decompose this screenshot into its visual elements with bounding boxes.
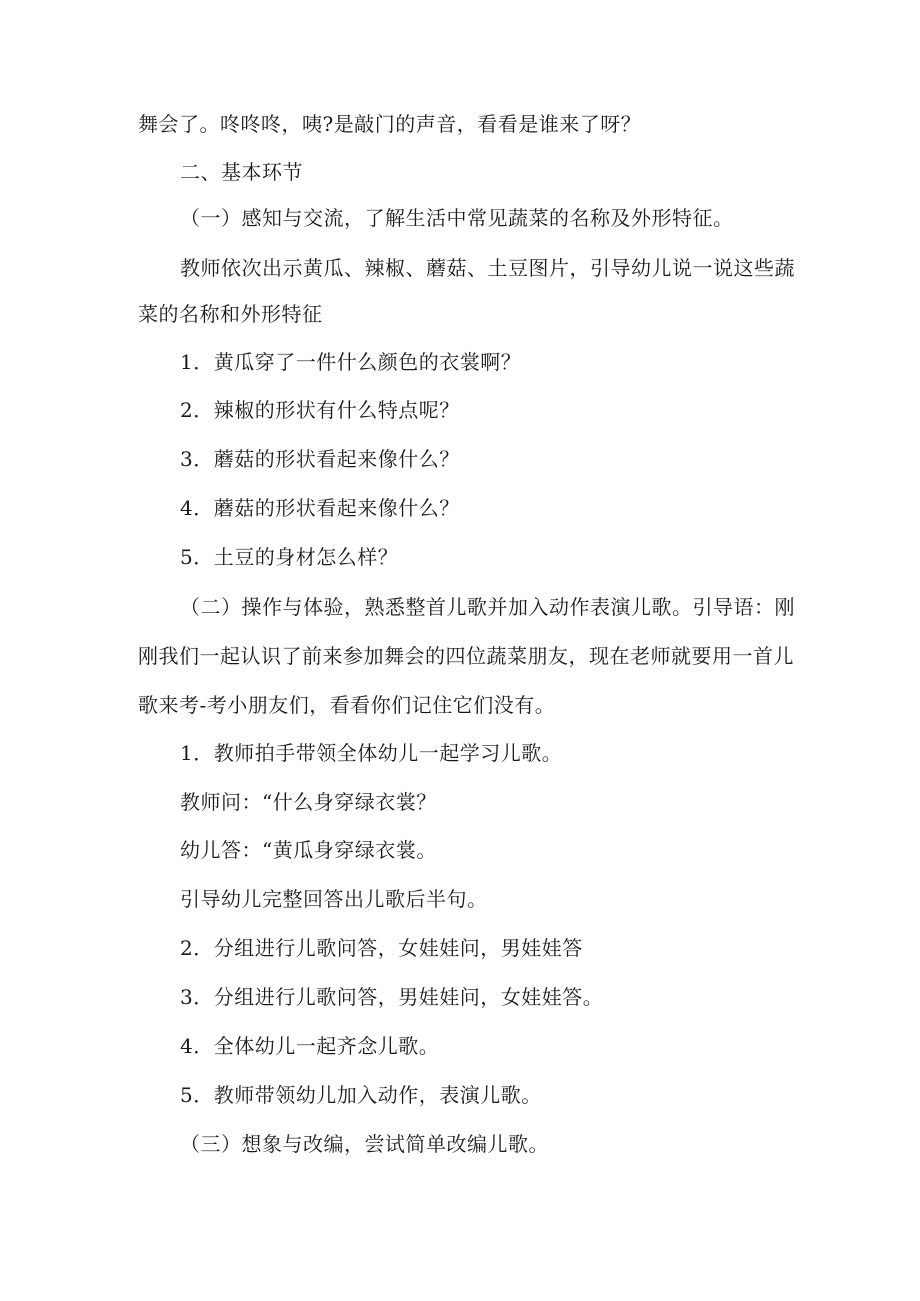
- dialogue-child-answer: 幼儿答：“黄瓜身穿绿衣裳。: [180, 838, 437, 862]
- dialogue-teacher-question: 教师问：“什么身穿绿衣裳？: [180, 790, 437, 814]
- paragraph-line: 歌来考-考小朋友们，看看你们记住它们没有。: [138, 693, 556, 717]
- question-item-3: 3．蘑菇的形状看起来像什么？: [180, 447, 460, 471]
- subsection-heading-2: （二）操作与体验，熟悉整首儿歌并加入动作表演儿歌。引导语：刚: [180, 595, 795, 619]
- paragraph-line: 菜的名称和外形特征: [138, 302, 323, 326]
- step-item-5: 5．教师带领幼儿加入动作，表演儿歌。: [180, 1083, 542, 1107]
- section-heading-basic: 二、基本环节: [180, 160, 303, 184]
- paragraph-continuation: 舞会了。咚咚咚，咦?是敲门的声音，看看是谁来了呀？: [138, 112, 642, 136]
- step-item-2: 2．分组进行儿歌问答，女娃娃问，男娃娃答: [180, 936, 583, 960]
- step-item-1: 1．教师拍手带领全体幼儿一起学习儿歌。: [180, 741, 563, 765]
- subsection-heading-3: （三）想象与改编，尝试简单改编儿歌。: [180, 1132, 549, 1156]
- paragraph-line: 刚我们一起认识了前来参加舞会的四位蔬菜朋友，现在老师就要用一首儿: [138, 644, 794, 668]
- question-item-4: 4．蘑菇的形状看起来像什么？: [180, 496, 460, 520]
- paragraph-line: 教师依次出示黄瓜、辣椒、蘑菇、土豆图片，引导幼儿说一说这些蔬: [180, 256, 795, 280]
- question-item-2: 2．辣椒的形状有什么特点呢？: [180, 398, 460, 422]
- subsection-heading-1: （一）感知与交流，了解生活中常见蔬菜的名称及外形特征。: [180, 206, 734, 230]
- step-item-3: 3．分组进行儿歌问答，男娃娃问，女娃娃答。: [180, 985, 604, 1009]
- question-item-5: 5．土豆的身材怎么样？: [180, 545, 399, 569]
- step-item-4: 4．全体幼儿一起齐念儿歌。: [180, 1034, 440, 1058]
- paragraph-line: 引导幼儿完整回答出儿歌后半句。: [180, 887, 488, 911]
- question-item-1: 1．黄瓜穿了一件什么颜色的衣裳啊？: [180, 350, 522, 374]
